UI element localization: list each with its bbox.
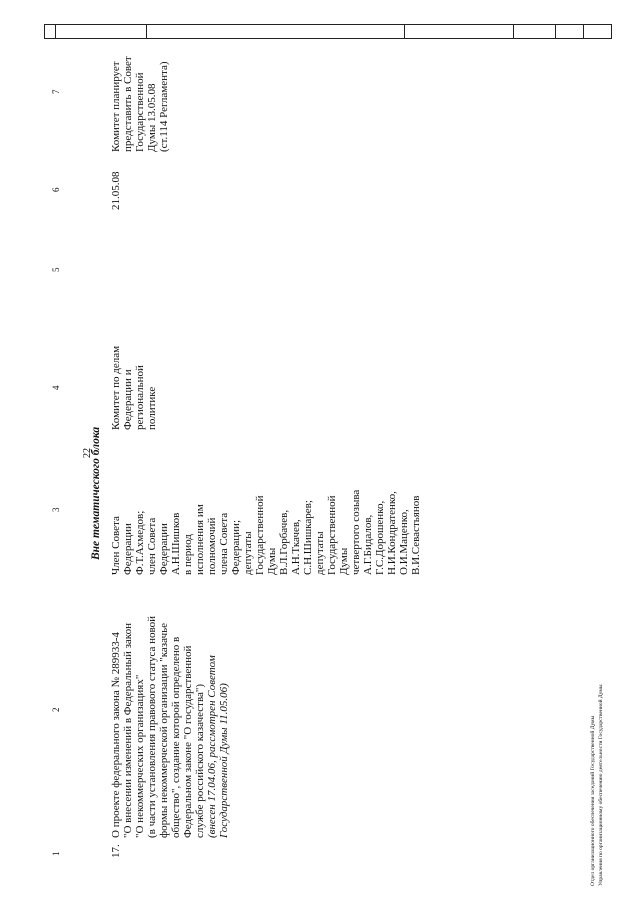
initiator-line: четвертого созыва — [350, 489, 362, 575]
bill-line: "О внесении изменений в Федеральный закон — [122, 623, 134, 838]
initiator-line: Ф.Т.Ахмедов; — [134, 510, 146, 575]
initiator-line: депутаты — [242, 531, 254, 575]
row-number: 17. — [110, 844, 122, 858]
note-line: представить в Совет — [122, 56, 134, 152]
initiator-line: А.Н.Шишков — [170, 512, 182, 575]
column-divider — [513, 24, 514, 39]
bill-line: (в части установления правового статуса новой — [146, 615, 158, 838]
page-number: 22 — [82, 448, 93, 458]
note-line: Думы 13.05.08 — [146, 83, 158, 152]
bill-line: Государственной Думы 11.05.06) — [218, 683, 230, 838]
bill-line: (внесен 17.04.06, рассмотрен Советом — [206, 655, 218, 838]
note-line: (ст.114 Регламента) — [158, 61, 170, 152]
column-divider — [555, 24, 556, 39]
initiator-line: исполнения им — [194, 504, 206, 575]
note-line: Государственной — [134, 72, 146, 152]
column-header-strip — [44, 24, 612, 39]
committee-line: Комитет по делам — [110, 345, 122, 430]
column-divider — [55, 24, 56, 39]
initiator-line: член Совета — [146, 517, 158, 575]
bill-line: формы некоммерческой организации "казачье — [158, 622, 170, 838]
bill-line: общество", создание которой определено в — [170, 636, 182, 838]
section-title: Вне тематического блока — [90, 426, 102, 560]
column-divider — [404, 24, 405, 39]
committee-line: Федерации и — [122, 369, 134, 430]
initiator-line: Государственной — [254, 495, 266, 575]
footer-line: Управления по организационному обеспечению деятельности Государственной Думы — [598, 684, 604, 886]
date-value: 21.05.08 — [110, 171, 122, 210]
bill-line: Федеральном законе "О государственной — [182, 645, 194, 838]
initiator-line: Думы — [338, 547, 350, 575]
committee-line: региональной — [134, 365, 146, 430]
initiator-line: А.Г.Бидалов, — [362, 514, 374, 575]
initiator-line: В.Л.Горбачев, — [278, 509, 290, 575]
initiator-line: полномочий — [206, 517, 218, 575]
column-divider — [583, 24, 584, 39]
initiator-line: А.Н.Ткачев, — [290, 519, 302, 575]
committee-line: политике — [146, 386, 158, 430]
initiator-line: Государственной — [326, 495, 338, 575]
bill-line: О проекте федерального закона № 289933-4 — [110, 632, 122, 838]
initiator-line: Н.И.Кондратенко, — [386, 491, 398, 575]
initiator-line: Думы — [266, 547, 278, 575]
note-line: Комитет планирует — [110, 61, 122, 152]
initiator-line: депутаты — [314, 531, 326, 575]
initiator-line: Федерации; — [230, 519, 242, 575]
bill-line: службе российского казачества") — [194, 683, 206, 838]
initiator-line: Федерации — [122, 523, 134, 575]
initiator-line: члена Совета — [218, 512, 230, 575]
initiator-line: Федерации — [158, 523, 170, 575]
initiator-line: В.И.Севастьянов — [410, 495, 422, 575]
initiator-line: Член Совета — [110, 516, 122, 575]
footer-line: Отдел организационного обеспечения заседаний Государственной Думы — [590, 715, 596, 886]
initiator-line: С.Н.Шишкарев; — [302, 500, 314, 575]
column-divider — [146, 24, 147, 39]
initiator-line: в период — [182, 534, 194, 575]
bill-line: "О некоммерческих организациях" — [134, 674, 146, 838]
initiator-line: Г.С.Дорошенко, — [374, 500, 386, 575]
initiator-line: О.И.Маценко, — [398, 509, 410, 575]
